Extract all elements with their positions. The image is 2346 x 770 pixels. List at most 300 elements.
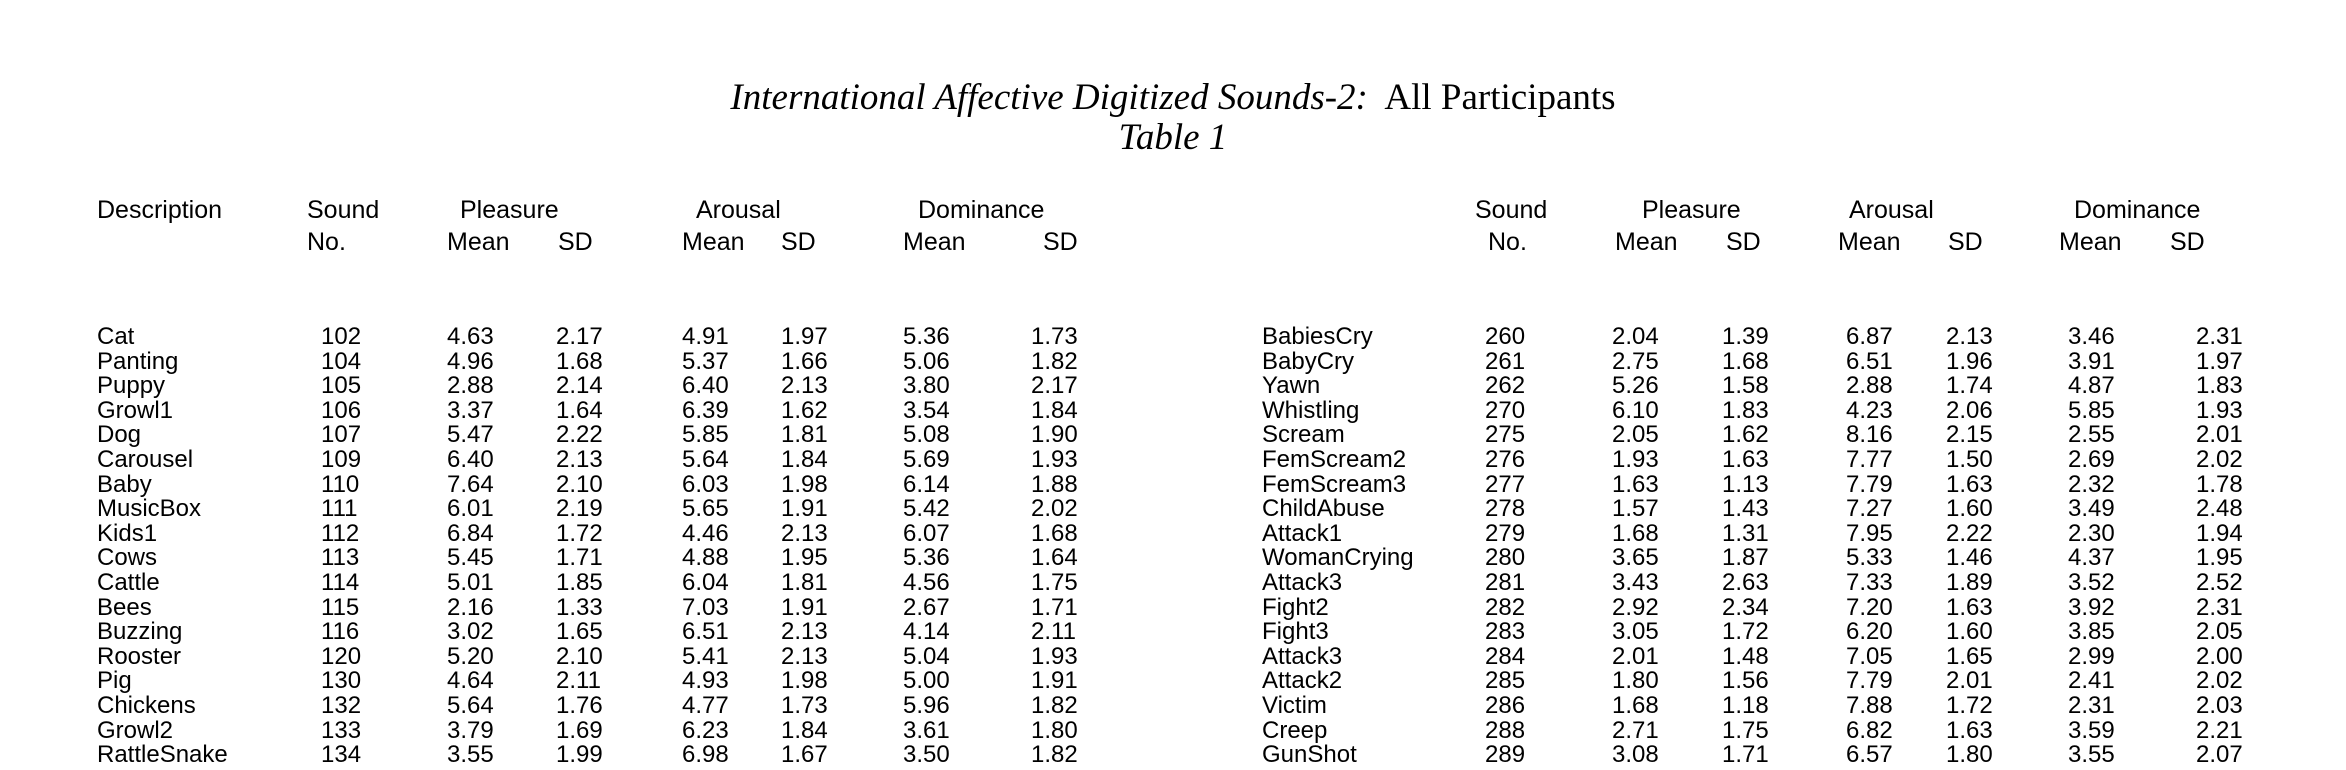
row-pleasure-sd: 1.65 [556, 618, 603, 646]
row-sound-no: 276 [1485, 446, 1526, 473]
row-arousal-mean: 8.16 [1846, 421, 1893, 449]
row-dominance-sd: 2.02 [1031, 495, 1078, 523]
table-row [0, 470, 2346, 498]
row-arousal-sd: 2.13 [1946, 323, 1993, 350]
row-pleasure-sd: 1.43 [1722, 495, 1769, 523]
row-description: Yawn [1262, 372, 1321, 400]
table-row [0, 546, 2346, 571]
row-sound-no: 107 [321, 421, 362, 449]
row-description: Buzzing [97, 618, 183, 646]
row-pleasure-mean: 3.43 [1612, 569, 1659, 596]
row-arousal-sd: 1.63 [1946, 470, 1993, 498]
row-dominance-sd: 1.68 [1031, 519, 1078, 547]
row-description: WomanCrying [1262, 544, 1414, 572]
row-sound-no: 270 [1485, 396, 1526, 424]
row-arousal-mean: 5.85 [682, 421, 729, 449]
row-pleasure-mean: 3.55 [447, 741, 494, 769]
row-pleasure-mean: 4.96 [447, 347, 494, 375]
row-arousal-sd: 2.13 [781, 519, 828, 547]
header-no-left: No. [307, 228, 346, 256]
row-sound-no: 278 [1485, 495, 1526, 523]
header-pleasure-left: Pleasure [460, 196, 559, 224]
row-arousal-sd: 1.81 [781, 569, 828, 596]
table-row [0, 743, 2346, 768]
row-arousal-sd: 1.81 [781, 421, 828, 449]
row-dominance-mean: 2.69 [2068, 446, 2115, 473]
row-pleasure-mean: 6.10 [1612, 396, 1659, 424]
row-pleasure-sd: 1.13 [1722, 470, 1769, 498]
row-sound-no: 284 [1485, 642, 1526, 670]
row-arousal-sd: 1.72 [1946, 692, 1993, 719]
row-pleasure-sd: 1.18 [1722, 692, 1769, 719]
row-dominance-mean: 3.50 [903, 741, 950, 769]
row-dominance-mean: 2.99 [2068, 642, 2115, 670]
table-row [0, 325, 2346, 350]
row-arousal-mean: 6.82 [1846, 716, 1893, 744]
row-description: Creep [1262, 716, 1328, 744]
row-pleasure-mean: 3.65 [1612, 544, 1659, 572]
row-pleasure-mean: 5.47 [447, 421, 494, 449]
row-arousal-sd: 1.60 [1946, 618, 1993, 646]
row-dominance-sd: 1.80 [1031, 716, 1078, 744]
row-dominance-sd: 2.07 [2196, 741, 2243, 769]
row-dominance-sd: 1.82 [1031, 347, 1078, 375]
row-arousal-mean: 6.51 [682, 618, 729, 646]
row-pleasure-sd: 2.17 [556, 323, 603, 350]
row-description: BabyCry [1262, 347, 1355, 375]
row-arousal-mean: 7.27 [1846, 495, 1893, 523]
right-table-body [0, 325, 2346, 768]
row-arousal-mean: 4.77 [682, 692, 729, 719]
row-description: Fight3 [1262, 618, 1329, 646]
row-sound-no: 275 [1485, 421, 1526, 449]
row-sound-no: 132 [321, 692, 362, 719]
row-arousal-sd: 1.80 [1946, 741, 1993, 769]
table-row [0, 497, 2346, 522]
row-dominance-mean: 4.87 [2068, 372, 2115, 400]
row-sound-no: 111 [321, 495, 358, 523]
header-sound-left: Sound [307, 196, 380, 224]
row-description: Pig [97, 667, 132, 695]
row-pleasure-mean: 1.68 [1612, 692, 1659, 719]
row-dominance-sd: 1.91 [1031, 667, 1078, 695]
row-arousal-mean: 5.41 [682, 642, 729, 670]
row-dominance-sd: 2.11 [1031, 618, 1076, 646]
row-pleasure-mean: 1.80 [1612, 667, 1659, 695]
row-sound-no: 106 [321, 396, 362, 424]
row-pleasure-sd: 1.85 [556, 569, 603, 596]
row-arousal-mean: 5.33 [1846, 544, 1893, 572]
row-dominance-sd: 2.02 [2196, 446, 2243, 473]
row-sound-no: 281 [1485, 569, 1526, 596]
row-dominance-mean: 5.04 [903, 642, 950, 670]
row-pleasure-sd: 2.63 [1722, 569, 1769, 596]
row-arousal-sd: 1.46 [1946, 544, 1993, 572]
row-dominance-sd: 1.83 [2196, 372, 2243, 400]
row-dominance-sd: 1.84 [1031, 396, 1078, 424]
row-arousal-sd: 1.98 [781, 667, 828, 695]
table-row [0, 423, 2346, 448]
table-row [0, 347, 2346, 375]
row-sound-no: 279 [1485, 519, 1526, 547]
row-arousal-mean: 4.88 [682, 544, 729, 572]
row-dominance-mean: 6.14 [903, 470, 950, 498]
row-arousal-sd: 2.15 [1946, 421, 1993, 449]
row-dominance-sd: 1.95 [2196, 544, 2243, 572]
row-pleasure-sd: 1.68 [1722, 347, 1769, 375]
row-pleasure-mean: 2.04 [1612, 323, 1659, 350]
row-pleasure-sd: 1.39 [1722, 323, 1769, 350]
row-arousal-mean: 7.77 [1846, 446, 1893, 473]
row-dominance-sd: 1.82 [1031, 692, 1078, 719]
row-dominance-mean: 3.85 [2068, 618, 2115, 646]
document-title [0, 78, 2346, 118]
header-description: Description [97, 196, 223, 224]
row-pleasure-mean: 3.05 [1612, 618, 1659, 646]
row-description: Kids1 [97, 519, 158, 547]
table-row [0, 396, 2346, 424]
row-dominance-mean: 5.96 [903, 692, 950, 719]
table-row [0, 519, 2346, 547]
row-arousal-mean: 4.46 [682, 519, 729, 547]
row-arousal-sd: 1.74 [1946, 372, 1993, 400]
row-description: FemScream3 [1262, 470, 1407, 498]
row-dominance-sd: 2.02 [2196, 667, 2243, 695]
header-dominance-right: Dominance [2074, 196, 2201, 224]
row-sound-no: 109 [321, 446, 362, 473]
row-description: Growl2 [97, 716, 174, 744]
row-dominance-sd: 1.93 [1031, 642, 1078, 670]
row-arousal-mean: 7.33 [1846, 569, 1893, 596]
table-subtitle: Table 1 [1118, 117, 1228, 158]
row-arousal-mean: 6.23 [682, 716, 729, 744]
row-pleasure-mean: 2.92 [1612, 593, 1659, 621]
row-dominance-sd: 2.05 [2196, 618, 2243, 646]
row-arousal-sd: 1.84 [781, 446, 828, 473]
row-arousal-mean: 4.91 [682, 323, 729, 350]
header-dominance-mean-right: Mean [2059, 228, 2122, 256]
row-pleasure-sd: 1.69 [556, 716, 603, 744]
row-description: Panting [97, 347, 179, 375]
row-arousal-mean: 5.64 [682, 446, 729, 473]
row-pleasure-mean: 2.71 [1612, 716, 1659, 744]
row-arousal-sd: 2.13 [781, 618, 828, 646]
row-pleasure-sd: 2.19 [556, 495, 603, 523]
row-dominance-sd: 2.48 [2196, 495, 2243, 523]
row-dominance-mean: 3.49 [2068, 495, 2115, 523]
row-arousal-sd: 2.06 [1946, 396, 1993, 424]
row-arousal-mean: 6.98 [682, 741, 729, 769]
row-pleasure-sd: 1.48 [1722, 642, 1769, 670]
row-description: Puppy [97, 372, 166, 400]
row-pleasure-sd: 1.71 [556, 544, 603, 572]
row-pleasure-mean: 4.64 [447, 667, 494, 695]
row-arousal-sd: 2.13 [781, 642, 828, 670]
row-sound-no: 120 [321, 642, 362, 670]
table-row [0, 571, 2346, 596]
row-pleasure-sd: 1.72 [556, 519, 603, 547]
row-dominance-sd: 1.90 [1031, 421, 1078, 449]
row-arousal-mean: 7.05 [1846, 642, 1893, 670]
row-pleasure-sd: 1.71 [1722, 741, 1769, 769]
row-dominance-mean: 4.14 [903, 618, 950, 646]
row-sound-no: 102 [321, 323, 362, 350]
row-dominance-mean: 3.80 [903, 372, 950, 400]
row-dominance-mean: 2.41 [2068, 667, 2115, 695]
row-arousal-sd: 1.97 [781, 323, 828, 350]
row-pleasure-sd: 1.83 [1722, 396, 1769, 424]
header-arousal-right: Arousal [1849, 196, 1934, 224]
row-description: Victim [1262, 692, 1327, 719]
row-sound-no: 280 [1485, 544, 1526, 572]
row-dominance-mean: 5.00 [903, 667, 950, 695]
row-arousal-mean: 4.93 [682, 667, 729, 695]
header-pleasure-mean-right: Mean [1615, 228, 1678, 256]
row-arousal-sd: 1.50 [1946, 446, 1993, 473]
row-description: Carousel [97, 446, 194, 473]
row-pleasure-mean: 5.20 [447, 642, 494, 670]
row-description: Cat [97, 323, 135, 350]
row-sound-no: 289 [1485, 741, 1526, 769]
row-arousal-mean: 7.88 [1846, 692, 1893, 719]
row-dominance-mean: 5.36 [903, 323, 950, 350]
row-sound-no: 285 [1485, 667, 1526, 695]
row-pleasure-mean: 1.68 [1612, 519, 1659, 547]
row-pleasure-mean: 4.63 [447, 323, 494, 350]
row-description: BabiesCry [1262, 323, 1373, 350]
row-pleasure-sd: 1.62 [1722, 421, 1769, 449]
row-dominance-sd: 1.78 [2196, 470, 2243, 498]
row-dominance-mean: 3.59 [2068, 716, 2115, 744]
row-sound-no: 130 [321, 667, 362, 695]
row-sound-no: 114 [321, 569, 360, 596]
row-arousal-mean: 6.04 [682, 569, 729, 596]
row-description: Cattle [97, 569, 160, 596]
row-pleasure-sd: 1.72 [1722, 618, 1769, 646]
row-pleasure-sd: 1.75 [1722, 716, 1769, 744]
row-pleasure-sd: 1.76 [556, 692, 603, 719]
row-dominance-sd: 1.93 [2196, 396, 2243, 424]
row-description: Chickens [97, 692, 196, 719]
row-dominance-mean: 3.61 [903, 716, 950, 744]
row-pleasure-mean: 3.02 [447, 618, 494, 646]
header-no-right: No. [1488, 228, 1527, 256]
row-arousal-mean: 5.37 [682, 347, 729, 375]
table-row [0, 669, 2346, 694]
header-arousal-left: Arousal [696, 196, 781, 224]
header-pleasure-sd-left: SD [558, 228, 593, 256]
row-dominance-sd: 2.01 [2196, 421, 2243, 449]
header-pleasure-right: Pleasure [1642, 196, 1741, 224]
row-sound-no: 261 [1485, 347, 1526, 375]
row-dominance-mean: 2.31 [2068, 692, 2115, 719]
row-pleasure-sd: 2.10 [556, 470, 603, 498]
row-dominance-mean: 5.06 [903, 347, 950, 375]
row-description: Fight2 [1262, 593, 1329, 621]
row-arousal-mean: 6.51 [1846, 347, 1893, 375]
row-dominance-mean: 3.55 [2068, 741, 2115, 769]
row-dominance-sd: 1.71 [1031, 593, 1078, 621]
row-description: Cows [97, 544, 158, 572]
row-pleasure-sd: 2.10 [556, 642, 603, 670]
row-dominance-sd: 2.52 [2196, 569, 2243, 596]
row-arousal-sd: 1.63 [1946, 716, 1993, 744]
row-pleasure-sd: 2.34 [1722, 593, 1769, 621]
row-description: Bees [97, 593, 152, 621]
header-arousal-sd-right: SD [1948, 228, 1983, 256]
row-pleasure-mean: 5.26 [1612, 372, 1659, 400]
row-dominance-mean: 2.55 [2068, 421, 2115, 449]
row-arousal-sd: 1.63 [1946, 593, 1993, 621]
row-sound-no: 286 [1485, 692, 1526, 719]
row-sound-no: 115 [321, 593, 360, 621]
row-arousal-sd: 1.66 [781, 347, 828, 375]
title-plain: All Participants [1384, 77, 1616, 118]
header-dominance-mean-left: Mean [903, 228, 966, 256]
row-pleasure-sd: 1.31 [1722, 519, 1769, 547]
row-dominance-sd: 1.93 [1031, 446, 1078, 473]
row-arousal-mean: 5.65 [682, 495, 729, 523]
row-description: RattleSnake [97, 741, 228, 769]
row-arousal-sd: 1.60 [1946, 495, 1993, 523]
row-pleasure-sd: 2.22 [556, 421, 603, 449]
row-arousal-mean: 7.95 [1846, 519, 1893, 547]
row-arousal-mean: 6.40 [682, 372, 729, 400]
row-pleasure-mean: 6.84 [447, 519, 494, 547]
row-description: Attack2 [1262, 667, 1343, 695]
row-pleasure-mean: 6.01 [447, 495, 494, 523]
row-pleasure-mean: 2.88 [447, 372, 494, 400]
row-pleasure-mean: 5.64 [447, 692, 494, 719]
header-dominance-left: Dominance [918, 196, 1045, 224]
row-pleasure-sd: 1.63 [1722, 446, 1769, 473]
row-dominance-mean: 2.67 [903, 593, 950, 621]
row-dominance-mean: 4.37 [2068, 544, 2115, 572]
header-dominance-sd-right: SD [2170, 228, 2205, 256]
row-pleasure-mean: 3.08 [1612, 741, 1659, 769]
row-sound-no: 133 [321, 716, 362, 744]
row-pleasure-mean: 6.40 [447, 446, 494, 473]
row-arousal-sd: 2.22 [1946, 519, 1993, 547]
row-pleasure-sd: 1.64 [556, 396, 603, 424]
row-pleasure-mean: 3.79 [447, 716, 494, 744]
row-arousal-sd: 1.98 [781, 470, 828, 498]
row-dominance-mean: 3.91 [2068, 347, 2115, 375]
row-sound-no: 110 [321, 470, 360, 498]
row-description: Dog [97, 421, 142, 449]
row-pleasure-mean: 1.93 [1612, 446, 1659, 473]
row-arousal-sd: 1.62 [781, 396, 828, 424]
header-pleasure-sd-right: SD [1726, 228, 1761, 256]
row-arousal-sd: 1.73 [781, 692, 828, 719]
title-italic: International Affective Digitized Sounds-2: [730, 77, 1368, 118]
row-description: Attack1 [1262, 519, 1343, 547]
row-description: Attack3 [1262, 642, 1343, 670]
row-sound-no: 288 [1485, 716, 1526, 744]
row-arousal-sd: 1.67 [781, 741, 828, 769]
row-description: Rooster [97, 642, 182, 670]
row-dominance-sd: 2.17 [1031, 372, 1078, 400]
row-description: ChildAbuse [1262, 495, 1385, 523]
row-dominance-mean: 3.46 [2068, 323, 2115, 350]
header-arousal-mean-left: Mean [682, 228, 745, 256]
row-description: Attack3 [1262, 569, 1343, 596]
header-arousal-sd-left: SD [781, 228, 816, 256]
row-arousal-sd: 1.95 [781, 544, 828, 572]
row-sound-no: 113 [321, 544, 360, 572]
row-dominance-sd: 1.97 [2196, 347, 2243, 375]
row-dominance-mean: 5.42 [903, 495, 950, 523]
row-dominance-mean: 5.08 [903, 421, 950, 449]
row-pleasure-sd: 1.33 [556, 593, 603, 621]
row-description: Scream [1262, 421, 1345, 449]
row-pleasure-sd: 2.13 [556, 446, 603, 473]
row-description: Growl1 [97, 396, 174, 424]
row-arousal-sd: 1.65 [1946, 642, 1993, 670]
row-dominance-sd: 1.64 [1031, 544, 1078, 572]
row-arousal-mean: 6.87 [1846, 323, 1893, 350]
row-description: Baby [97, 470, 152, 498]
row-arousal-mean: 6.57 [1846, 741, 1893, 769]
row-pleasure-mean: 7.64 [447, 470, 494, 498]
row-arousal-mean: 4.23 [1846, 396, 1893, 424]
row-pleasure-mean: 3.37 [447, 396, 494, 424]
row-sound-no: 112 [321, 519, 360, 547]
row-pleasure-sd: 1.56 [1722, 667, 1769, 695]
row-arousal-mean: 7.03 [682, 593, 729, 621]
row-dominance-mean: 3.92 [2068, 593, 2115, 621]
row-dominance-sd: 2.21 [2196, 716, 2243, 744]
row-arousal-sd: 1.91 [781, 495, 828, 523]
row-pleasure-sd: 1.58 [1722, 372, 1769, 400]
row-arousal-mean: 6.20 [1846, 618, 1893, 646]
row-dominance-sd: 2.31 [2196, 323, 2243, 350]
row-dominance-mean: 4.56 [903, 569, 950, 596]
row-sound-no: 260 [1485, 323, 1526, 350]
table-row [0, 642, 2346, 670]
row-pleasure-mean: 2.01 [1612, 642, 1659, 670]
header-pleasure-mean-left: Mean [447, 228, 510, 256]
row-pleasure-mean: 2.05 [1612, 421, 1659, 449]
row-sound-no: 134 [321, 741, 362, 769]
row-pleasure-mean: 1.63 [1612, 470, 1659, 498]
table-row [0, 716, 2346, 744]
row-arousal-mean: 6.39 [682, 396, 729, 424]
row-dominance-sd: 1.75 [1031, 569, 1078, 596]
row-dominance-sd: 1.88 [1031, 470, 1078, 498]
table-row [0, 694, 2346, 719]
row-arousal-sd: 2.13 [781, 372, 828, 400]
row-pleasure-mean: 1.57 [1612, 495, 1659, 523]
row-arousal-mean: 7.79 [1846, 667, 1893, 695]
row-description: GunShot [1262, 741, 1357, 769]
row-dominance-mean: 5.85 [2068, 396, 2115, 424]
row-pleasure-mean: 2.16 [447, 593, 494, 621]
row-description: FemScream2 [1262, 446, 1407, 473]
row-dominance-sd: 1.82 [1031, 741, 1078, 769]
row-arousal-sd: 2.01 [1946, 667, 1993, 695]
row-pleasure-mean: 5.01 [447, 569, 494, 596]
row-arousal-sd: 1.96 [1946, 347, 1993, 375]
table-row [0, 448, 2346, 473]
row-pleasure-mean: 2.75 [1612, 347, 1659, 375]
row-arousal-mean: 6.03 [682, 470, 729, 498]
row-dominance-mean: 3.54 [903, 396, 950, 424]
row-sound-no: 283 [1485, 618, 1526, 646]
row-dominance-mean: 6.07 [903, 519, 950, 547]
row-sound-no: 116 [321, 618, 360, 646]
row-arousal-mean: 7.79 [1846, 470, 1893, 498]
